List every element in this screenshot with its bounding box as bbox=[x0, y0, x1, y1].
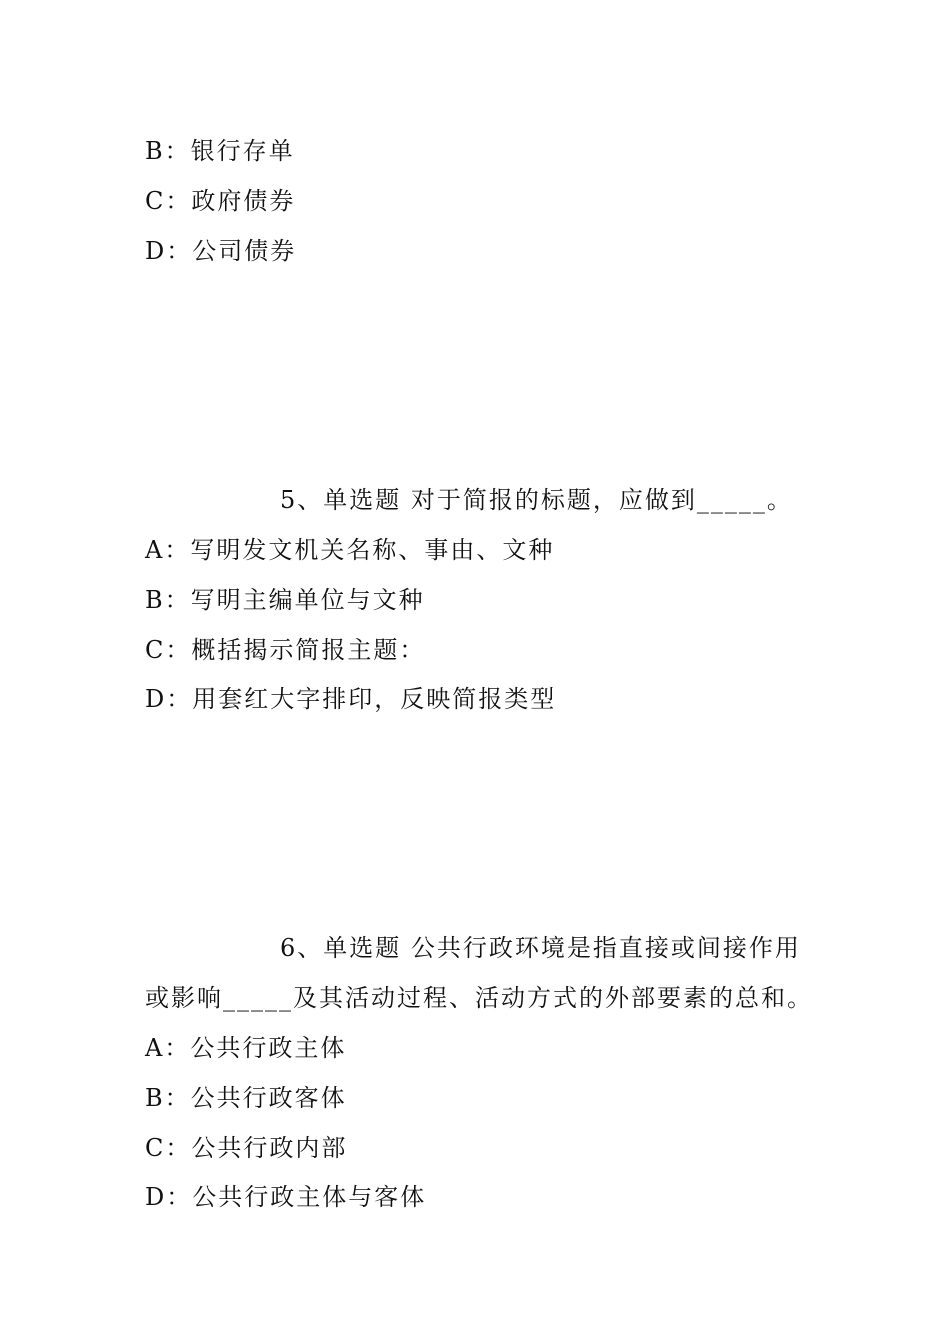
question-6-option-b: B：公共行政客体 bbox=[145, 1084, 347, 1112]
question-6-option-a: A：公共行政主体 bbox=[145, 1034, 347, 1062]
option-b: B：银行存单 bbox=[145, 137, 295, 165]
question-6-option-c: C：公共行政内部 bbox=[145, 1134, 348, 1162]
question-6-option-d: D：公共行政主体与客体 bbox=[145, 1183, 427, 1211]
option-d: D：公司债券 bbox=[145, 237, 297, 265]
question-5-option-c: C：概括揭示简报主题： bbox=[145, 636, 426, 664]
question-6-stem-line-2: 或影响_____及其活动过程、活动方式的外部要素的总和。 bbox=[145, 984, 813, 1012]
question-5-option-b: B：写明主编单位与文种 bbox=[145, 586, 425, 614]
option-c: C：政府债券 bbox=[145, 187, 296, 215]
question-5-stem: 5、单选题 对于简报的标题，应做到_____。 bbox=[280, 486, 793, 514]
question-6-stem-line-1: 6、单选题 公共行政环境是指直接或间接作用 bbox=[280, 934, 801, 962]
question-5-option-d: D：用套红大字排印，反映简报类型 bbox=[145, 685, 557, 713]
question-5-option-a: A：写明发文机关名称、事由、文种 bbox=[145, 536, 555, 564]
